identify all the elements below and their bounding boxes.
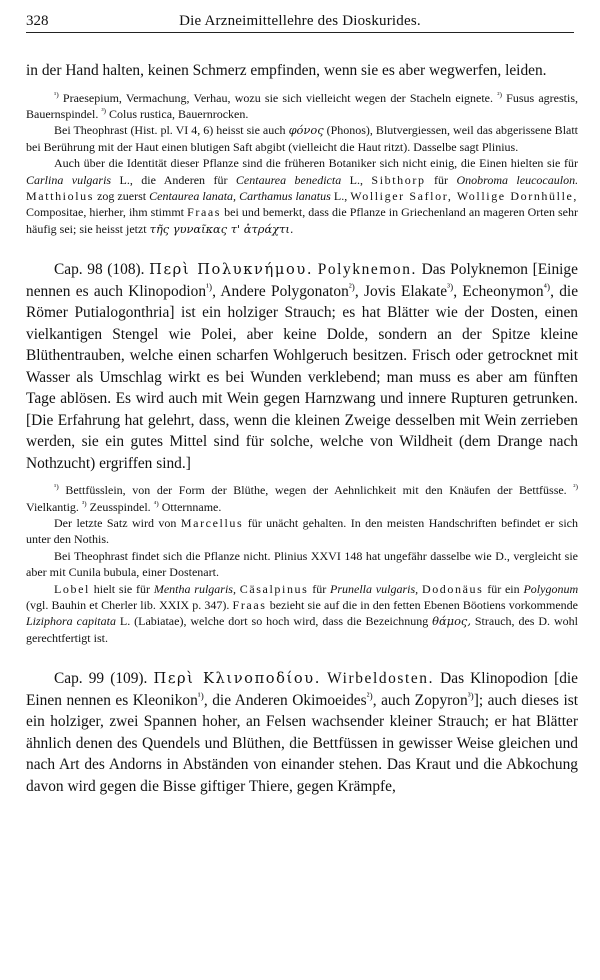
chapter-99-paragraph: Cap. 99 (109). Περὶ Κλινοποδίου. Wirbeldosten. Das Klinopodion [die Einen nennen es Kleonikon$^{^1)}$, die Anderen Okimoeides$^{^2)}$, auch Zopyron$^{^3)}$]; auch dieses ist ein holziger, zwei Spannen hoher, an Felsen wachsender kleiner Strauch; er hat Blätter ähnlich denen des Quendels und Blüthen, die Bettfüssen in gewisser Weise gleichen und nach Art des Andorns in Abständen von einander stehen. Das Kraut und die Abkochung davon wird gegen die Bisse giftiger Thiere, gegen Krämpfe,	[26, 670, 578, 795]
page-number: 328	[26, 13, 49, 29]
chapter-99-greek-title: Περὶ Κλινοποδίου.	[153, 670, 322, 688]
footnote-98-4: Otternname.	[161, 499, 222, 514]
chapter-99-name: Wirbeldosten.	[327, 670, 435, 688]
chapter-98-greek-title: Περὶ Πολυκνήμου.	[149, 261, 314, 279]
footnote-98-2: Vielkantig.	[26, 499, 79, 514]
chapter-98-label: Cap. 98 (108).	[54, 261, 145, 279]
footnote-98-1: Bettfüsslein, von der Form der Blüthe, wegen der Aehnlichkeit mit den Knäufen der Bettfüsse.	[65, 483, 567, 498]
chapter-98-paragraph: Cap. 98 (108). Περὶ Πολυκνήμου. Polyknemon. Das Polyknemon [Einige nennen es auch Klinopodion$^{^1)}$, Andere Polygonaton$^{^2)}$, Jovis Elakate$^{^3)}$, Echeonymon$^{^4)}$, die Römer Putialogonthria] ist ein holziger Strauch; es hat Blätter wie der Dosten, einen vielkantigen Stengel wie Polei, aber keine Dolde, sondern an der Spitze kleine Blüthentrauben, welche einen scharfen Wohlgeruch besitzen. Frisch oder getrocknet mit Wasser als Umschlag wirkt es bei Wunden verklebend; man muss es aber am fünften Tage ablösen. Es wird auch mit Wein gegen Harnzwang und innere Rupturen getrunken. [Die Erfahrung hat gelehrt, dass, wenn die kleinen Zweige desselben mit Wein zerrieben werden, sie ein gutes Mittel sind für solche, welche von Wildheit (dem Drange nach Nothzucht) ergriffen sind.]	[26, 261, 579, 472]
chapter-99-label: Cap. 99 (109).	[54, 670, 148, 688]
note-theophrast: Bei Theophrast (Hist. pl. VI 4, 6) heisst sie auch φόνος (Phonos), Blutvergiessen, weil das abgerissene Blatt bei Berührung mit der Haut einen blutigen Saft abgibt (vielleicht die Haut ritzt). Dasselbe sagt Plinius.	[26, 123, 579, 154]
running-title: Die Arzneimittellehre des Dioskurides.	[179, 13, 421, 29]
chapter-98-name: Polyknemon.	[317, 261, 417, 279]
footnote-3: Colus rustica, Bauernrocken.	[109, 106, 249, 121]
footnotes-chapter-98: $^{^1)}$ Bettfüsslein, von der Form der Blüthe, wegen der Aehnlichkeit mit den Knäufen der Bettfüsse. $^{^2)}$ Vielkantig. $^{^3)}$ Zeusspindel. $^{^4)}$ Otternname.	[26, 482, 579, 514]
note-plinius: Bei Theophrast findet sich die Pflanze nicht. Plinius XXVI 148 hat ungefähr dasselbe wie D., vergleicht sie aber mit Cunila bubula, einer Dostenart.	[26, 548, 578, 580]
note-lobel: Lobel hielt sie für Mentha rulgaris, Cäsalpinus für Prunella vulgaris, Dodonäus für ein Polygonum (vgl. Bauhin et Cherler lib. XXIX p. 347). Fraas bezieht sie auf die in den fetten Ebenen Böotiens vorkommende Liziphora capitata L. (Labiatae), welche dort so hoch wird, dass die Bezeichnung θάμος, Strauch, des D. wohl gerechtfertigt ist.	[26, 581, 579, 645]
continuation-paragraph: in der Hand halten, keinen Schmerz empfinden, wenn sie es aber wegwerfen, leiden.	[26, 62, 547, 79]
note-identity: Auch über die Identität dieser Pflanze sind die früheren Botaniker sich nicht einig, die Einen hielten sie für Carlina vulgaris L., die Anderen für Centaurea benedicta L., Sibthorp für Onobroma leucocaulon. Matthiolus zog zuerst Centaurea lanata, Carthamus lanatus L., Wolliger Saflor, Wollige Dornhülle, Compositae, hierher, ihm stimmt Fraas bei und bemerkt, dass die Pflanze in Griechenland an mageren Orten sehr häufig sei; sie heisst jetzt τῆς γυναῖκας τ' ἀτράχτι.	[26, 156, 579, 236]
running-header	[26, 8, 574, 33]
footnote-98-3: Zeusspindel.	[89, 499, 151, 514]
note-marcellus: Der letzte Satz wird von Marcellus für unächt gehalten. In den meisten Handschriften befindet er sich unter den Nothis.	[26, 515, 579, 547]
footnote-1: Praesepium, Vermachung, Verhau, wozu sie sich vielleicht wegen der Stacheln eignete.	[62, 90, 494, 105]
footnotes-top: $^{^1)}$ Praesepium, Vermachung, Verhau, wozu sie sich vielleicht wegen der Stacheln eignete. $^{^2)}$ Fusus agrestis, Bauernspindel. $^{^3)}$ Colus rustica, Bauernrocken.	[26, 89, 579, 121]
footnote-2: Fusus agrestis, Bauernspindel.	[26, 90, 579, 121]
page-body	[26, 60, 578, 797]
